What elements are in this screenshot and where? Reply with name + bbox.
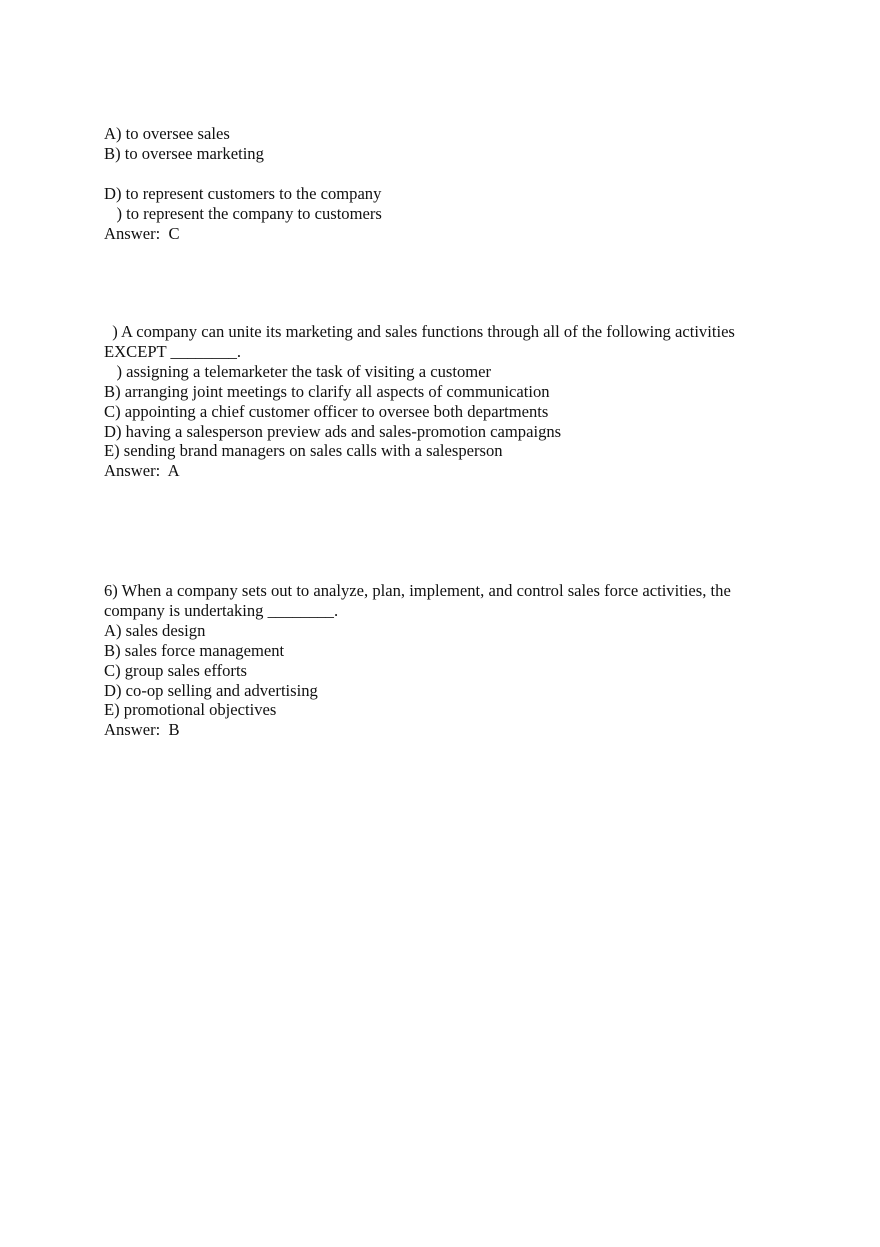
option-c: C) appointing a chief customer officer to oversee both departments xyxy=(104,401,549,421)
answer-line: Answer: A xyxy=(104,461,180,481)
option-e: ) to represent the company to customers xyxy=(104,203,382,223)
option-e: E) sending brand managers on sales calls with a salesperson xyxy=(104,441,503,461)
question-stem: ) A company can unite its marketing and sales functions through all of the following activities xyxy=(104,322,735,341)
option-d: D) co-op selling and advertising xyxy=(104,680,318,700)
option-d: D) to represent customers to the company xyxy=(104,183,382,203)
question-block-2 xyxy=(104,322,784,481)
option-d: D) having a salesperson preview ads and sales-promotion campaigns xyxy=(104,421,562,441)
option-a: A) sales design xyxy=(104,620,206,640)
option-b: B) sales force management xyxy=(104,640,285,660)
option-a: ) assigning a telemarketer the task of visiting a customer xyxy=(104,361,492,381)
option-a: A) to oversee sales xyxy=(104,124,230,143)
question-stem-continued: EXCEPT ________. xyxy=(104,341,242,361)
question-stem-continued: company is undertaking ________. xyxy=(104,600,339,620)
question-stem: 6) When a company sets out to analyze, plan, implement, and control sales force activities, the xyxy=(104,581,731,600)
question-block-1 xyxy=(104,124,784,243)
option-b: B) to oversee marketing xyxy=(104,143,264,163)
option-e: E) promotional objectives xyxy=(104,700,277,720)
answer-line: Answer: C xyxy=(104,223,180,243)
option-b: B) arranging joint meetings to clarify all aspects of communication xyxy=(104,381,550,401)
option-c: C) group sales efforts xyxy=(104,660,248,680)
question-block-3 xyxy=(104,581,784,740)
answer-line: Answer: B xyxy=(104,720,180,740)
blank-line xyxy=(104,164,784,184)
